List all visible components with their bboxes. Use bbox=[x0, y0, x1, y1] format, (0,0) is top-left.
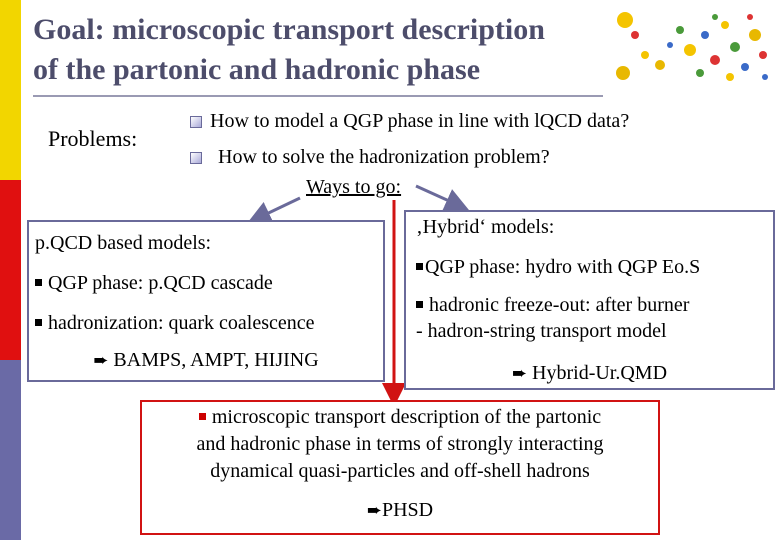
hybrid-item-text: QGP phase: hydro with QGP Eo.S bbox=[425, 256, 701, 278]
hybrid-item-text: hadronic freeze-out: after burner bbox=[429, 294, 690, 316]
phsd-result-text: PHSD bbox=[381, 499, 434, 521]
square-bullet-icon bbox=[416, 263, 423, 270]
right-arrow-icon: ➨ bbox=[366, 500, 382, 521]
phsd-line: dynamical quasi-particles and off-shell hadrons bbox=[210, 460, 590, 482]
square-bullet-icon bbox=[416, 301, 423, 308]
problems-label: Problems: bbox=[48, 126, 138, 151]
pqcd-item bbox=[35, 272, 273, 295]
hybrid-item bbox=[416, 294, 689, 317]
ways-to-go-label: Ways to go: bbox=[306, 176, 402, 198]
square-bullet-icon bbox=[35, 279, 42, 286]
right-arrow-icon: ➨ bbox=[93, 350, 109, 371]
hybrid-result-text: Hybrid-Ur.QMD bbox=[532, 362, 668, 384]
phsd-box bbox=[140, 400, 660, 535]
square-bullet-icon bbox=[35, 319, 42, 326]
square-bullet-icon bbox=[199, 413, 206, 420]
right-arrow-icon: ➨ bbox=[511, 363, 528, 384]
slide-title-line2: of the partonic and hadronic phase bbox=[33, 53, 481, 86]
arrow-to-pqcd bbox=[258, 198, 300, 218]
phsd-line: and hadronic phase in terms of strongly interacting bbox=[196, 433, 604, 455]
hybrid-heading: ‚Hybrid‘ models: bbox=[416, 216, 555, 238]
pqcd-models-box bbox=[27, 220, 385, 382]
question-text: How to model a QGP phase in line with lQCD data? bbox=[210, 110, 630, 132]
slide-title-line1: Goal: microscopic transport description bbox=[33, 13, 545, 46]
pqcd-result bbox=[29, 349, 383, 372]
hybrid-models-box bbox=[404, 210, 775, 390]
hybrid-result bbox=[406, 362, 773, 385]
hybrid-item-continuation: - hadron-string transport model bbox=[416, 320, 667, 342]
phsd-line bbox=[142, 406, 658, 429]
question-text: How to solve the hadronization problem? bbox=[218, 146, 550, 168]
pqcd-heading: p.QCD based models: bbox=[35, 232, 212, 254]
pqcd-result-text: BAMPS, AMPT, HIJING bbox=[113, 349, 319, 371]
arrow-to-hybrid bbox=[416, 186, 458, 205]
pqcd-item bbox=[35, 312, 315, 335]
hybrid-item bbox=[416, 256, 700, 279]
phsd-result bbox=[142, 499, 658, 522]
phsd-line-text: microscopic transport description of the partonic bbox=[211, 406, 602, 428]
pqcd-item-text: hadronization: quark coalescence bbox=[48, 312, 315, 334]
pqcd-item-text: QGP phase: p.QCD cascade bbox=[48, 272, 273, 294]
